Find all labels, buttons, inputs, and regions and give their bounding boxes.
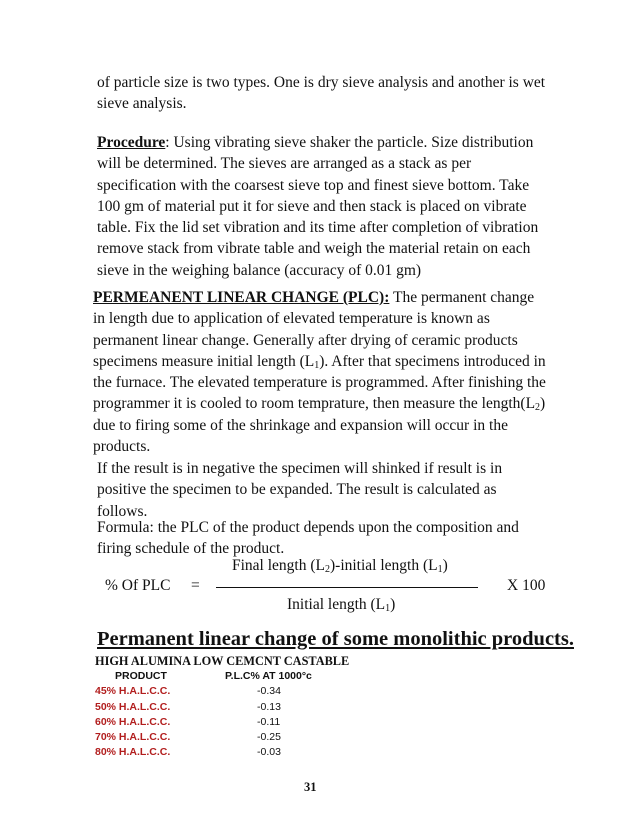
text-line: products. <box>93 438 151 456</box>
text-line: the furnace. The elevated temperature is programmed. After finishing the <box>93 374 546 392</box>
text-line: firing schedule of the product. <box>97 540 285 558</box>
text-line: sieve in the weighing balance (accuracy of 0.01 gm) <box>97 261 422 279</box>
text-line: table. Fix the lid set vibration and its time after completion of vibration <box>97 219 539 237</box>
result-paragraph <box>97 458 502 522</box>
text-line: permanent linear change. Generally after drying of ceramic products <box>93 331 518 349</box>
text-line: follows. <box>97 502 148 520</box>
table-title: HIGH ALUMINA LOW CEMCNT CASTABLE <box>95 654 350 668</box>
product-cell: 45% H.A.L.C.C. <box>95 685 171 698</box>
text-line: programmer it is cooled to room temprature, then measure the $length(L_2)$ <box>93 395 546 414</box>
product-cell: 50% H.A.L.C.C. <box>95 700 171 713</box>
procedure-paragraph <box>97 132 538 281</box>
text-line <box>93 287 546 308</box>
value-cell: -0.11 <box>257 715 281 728</box>
text-line: 100 gm of material put it for sieve and then stack is placed on vibrate <box>97 197 527 215</box>
formula-multiplier: X 100 <box>507 577 546 594</box>
text-line: in length due to application of elevated temperature is known as <box>93 310 490 328</box>
text-line: due to firing some of the shrinkage and expansion will occur in the <box>93 416 508 434</box>
procedure-label: Procedure <box>97 134 166 151</box>
intro-paragraph <box>97 72 545 115</box>
monolithic-heading: Permanent linear change of some monolithic products. <box>97 628 574 650</box>
plc-first-line: The permanent change <box>389 289 535 306</box>
text-line: specification with the coarsest sieve top and finest sieve bottom. Take <box>97 176 530 194</box>
formula-denominator: Initial length $(L_1)$ <box>287 596 396 614</box>
fraction-bar <box>216 587 478 588</box>
product-cell: 70% H.A.L.C.C. <box>95 731 171 744</box>
formula-intro-paragraph <box>97 517 519 560</box>
formula-lhs: % Of PLC <box>105 577 171 594</box>
text-line: of particle size is two types. One is dry sieve analysis and another is wet <box>97 74 546 91</box>
product-cell: 60% H.A.L.C.C. <box>95 715 171 728</box>
formula-numerator: Final length $(L_2)$-initial length $(L_1)$ <box>232 557 448 575</box>
procedure-first-line: : Using vibrating sieve shaker the particle. Size distribution <box>165 134 534 151</box>
plc-heading: PERMEANENT LINEAR CHANGE (PLC): <box>93 289 390 306</box>
text-line: positive the specimen to be expanded. The result is calculated as <box>97 481 497 499</box>
text-line <box>97 132 538 153</box>
value-cell: -0.25 <box>257 731 281 744</box>
value-cell: -0.34 <box>257 685 281 698</box>
column-header-product: PRODUCT <box>115 670 167 682</box>
value-cell: -0.13 <box>257 700 281 713</box>
product-cell: 80% H.A.L.C.C. <box>95 746 171 759</box>
text-line: If the result is in negative the specimen will shinked if result is in <box>97 460 503 477</box>
text-line: will be determined. The sieves are arranged as a stack as per <box>97 155 472 173</box>
column-header-plc: P.L.C% AT 1000°c <box>225 670 312 682</box>
text-line: remove stack from vibrate table and weigh the material retain on each <box>97 240 531 258</box>
value-cell: -0.03 <box>257 746 281 759</box>
formula-equals: = <box>191 577 200 594</box>
text-line: Formula: the PLC of the product depends upon the composition and <box>97 519 519 536</box>
plc-paragraph <box>93 287 546 457</box>
text-line: specimens measure initial length $(L_1)$. After that specimens introduced in <box>93 352 546 371</box>
text-line: sieve analysis. <box>97 95 187 113</box>
page-number: 31 <box>304 780 317 794</box>
